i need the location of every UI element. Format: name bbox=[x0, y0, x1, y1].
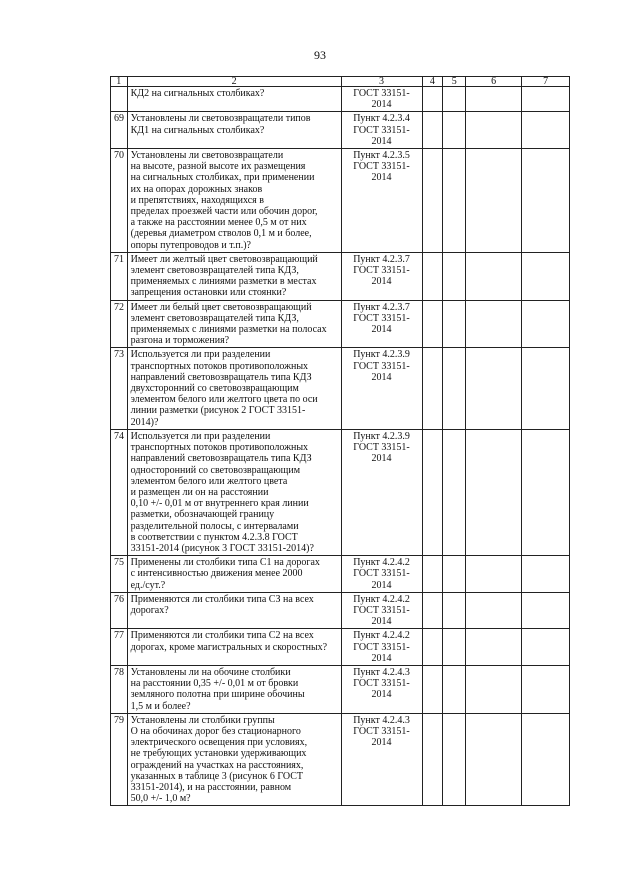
empty-cell-col4 bbox=[422, 348, 443, 429]
table-row bbox=[111, 149, 570, 253]
row-question: Используется ли при разделении транспортных потоков противоположных направлений световозвращатель типа КДЗ двухсторонний со световозвращающим элементом белого или желтого цвета по оси линии разметки (рисунок 2 ГОСТ 33151- 2014)? bbox=[127, 348, 341, 429]
empty-cell-col4 bbox=[422, 252, 443, 300]
column-header: 6 bbox=[466, 77, 522, 87]
table-row bbox=[111, 429, 570, 555]
column-header: 7 bbox=[522, 77, 570, 87]
empty-cell-col6 bbox=[466, 556, 522, 593]
row-question: Установлены ли столбики группы О на обочинах дорог без стационарного электрического освещения при условиях, не требующих установки удерживающих ограждений на участках на расстояниях, указанных в таблице 3 (рисунок 6 ГОСТ 33151-2014), и на расстоянии, равном 50,0 +/- 1,0 м? bbox=[127, 713, 341, 806]
column-header: 1 bbox=[111, 77, 128, 87]
column-header: 5 bbox=[443, 77, 466, 87]
row-question: Используется ли при разделении транспортных потоков противоположных направлений световозвращатель типа КДЗ односторонний со световозвращающим элементом белого или желтого цвета и размещен ли он на расстоянии 0,10 +/- 0,01 м от внутреннего края линии разметки, обозначающей границу разделительной полосы, с интервалами в соответствии с пунктом 4.2.3.8 ГОСТ 33151-2014 (рисунок 3 ГОСТ 33151-2014)? bbox=[127, 429, 341, 555]
row-number: 76 bbox=[111, 592, 128, 629]
row-number: 77 bbox=[111, 629, 128, 666]
row-question: Установлены ли световозвращатели типов КД1 на сигнальных столбиках? bbox=[127, 112, 341, 149]
row-question: КД2 на сигнальных столбиках? bbox=[127, 87, 341, 112]
row-question: Установлены ли световозвращатели на высоте, разной высоте их размещения на сигнальных столбиках, при применении их на опорах дорожных знаков и препятствиях, находящихся в пределах проезжей части или обочин дорог, а также на расстоянии менее 0,5 м от них (деревья диаметром стволов 0,1 м и более, опоры путепроводов и т.п.)? bbox=[127, 149, 341, 253]
row-question: Применяются ли столбики типа СЗ на всех дорогах? bbox=[127, 592, 341, 629]
checklist-table bbox=[110, 76, 570, 806]
row-reference: Пункт 4.2.3.9 ГОСТ 33151- 2014 bbox=[341, 429, 422, 555]
empty-cell-col7 bbox=[522, 592, 570, 629]
empty-cell-col6 bbox=[466, 149, 522, 253]
empty-cell-col5 bbox=[443, 149, 466, 253]
empty-cell-col5 bbox=[443, 556, 466, 593]
empty-cell-col7 bbox=[522, 665, 570, 713]
empty-cell-col5 bbox=[443, 348, 466, 429]
empty-cell-col7 bbox=[522, 713, 570, 806]
page-number: 93 bbox=[314, 48, 326, 62]
empty-cell-col4 bbox=[422, 665, 443, 713]
table-row bbox=[111, 112, 570, 149]
table-row bbox=[111, 713, 570, 806]
empty-cell-col6 bbox=[466, 429, 522, 555]
row-reference: Пункт 4.2.3.4 ГОСТ 33151- 2014 bbox=[341, 112, 422, 149]
row-reference: Пункт 4.2.3.7 ГОСТ 33151- 2014 bbox=[341, 252, 422, 300]
row-reference: Пункт 4.2.4.2 ГОСТ 33151- 2014 bbox=[341, 556, 422, 593]
empty-cell-col5 bbox=[443, 629, 466, 666]
empty-cell-col6 bbox=[466, 665, 522, 713]
row-question: Имеет ли желтый цвет световозвращающий элемент световозвращателей типа КДЗ, применяемых с линиями разметки в местах запрещения остановки или стоянки? bbox=[127, 252, 341, 300]
empty-cell-col7 bbox=[522, 252, 570, 300]
empty-cell-col4 bbox=[422, 149, 443, 253]
empty-cell-col6 bbox=[466, 300, 522, 348]
empty-cell-col4 bbox=[422, 87, 443, 112]
empty-cell-col4 bbox=[422, 592, 443, 629]
table-row bbox=[111, 252, 570, 300]
row-number: 69 bbox=[111, 112, 128, 149]
row-question: Установлены ли на обочине столбики на расстоянии 0,35 +/- 0,01 м от бровки земляного полотна при ширине обочины 1,5 м и более? bbox=[127, 665, 341, 713]
row-question: Применены ли столбики типа С1 на дорогах с интенсивностью движения менее 2000 ед./сут.? bbox=[127, 556, 341, 593]
empty-cell-col5 bbox=[443, 592, 466, 629]
empty-cell-col7 bbox=[522, 556, 570, 593]
row-number: 75 bbox=[111, 556, 128, 593]
empty-cell-col6 bbox=[466, 87, 522, 112]
row-reference: ГОСТ 33151- 2014 bbox=[341, 87, 422, 112]
header-row bbox=[111, 77, 570, 87]
row-number: 78 bbox=[111, 665, 128, 713]
empty-cell-col5 bbox=[443, 87, 466, 112]
row-question: Применяются ли столбики типа С2 на всех дорогах, кроме магистральных и скоростных? bbox=[127, 629, 341, 666]
empty-cell-col6 bbox=[466, 348, 522, 429]
empty-cell-col6 bbox=[466, 713, 522, 806]
empty-cell-col5 bbox=[443, 713, 466, 806]
row-number bbox=[111, 87, 128, 112]
empty-cell-col6 bbox=[466, 112, 522, 149]
empty-cell-col7 bbox=[522, 112, 570, 149]
row-reference: Пункт 4.2.4.3 ГОСТ 33151- 2014 bbox=[341, 665, 422, 713]
empty-cell-col4 bbox=[422, 713, 443, 806]
empty-cell-col7 bbox=[522, 348, 570, 429]
empty-cell-col5 bbox=[443, 300, 466, 348]
row-reference: Пункт 4.2.3.7 ГОСТ 33151- 2014 bbox=[341, 300, 422, 348]
table-row bbox=[111, 556, 570, 593]
empty-cell-col5 bbox=[443, 665, 466, 713]
row-reference: Пункт 4.2.3.5 ГОСТ 33151- 2014 bbox=[341, 149, 422, 253]
table-row bbox=[111, 629, 570, 666]
empty-cell-col6 bbox=[466, 592, 522, 629]
row-number: 74 bbox=[111, 429, 128, 555]
row-question: Имеет ли белый цвет световозвращающий элемент световозвращателей типа КДЗ, применяемых с линиями разметки на полосах разгона и торможения? bbox=[127, 300, 341, 348]
row-reference: Пункт 4.2.4.3 ГОСТ 33151- 2014 bbox=[341, 713, 422, 806]
empty-cell-col5 bbox=[443, 112, 466, 149]
row-number: 73 bbox=[111, 348, 128, 429]
row-number: 71 bbox=[111, 252, 128, 300]
empty-cell-col4 bbox=[422, 300, 443, 348]
empty-cell-col7 bbox=[522, 87, 570, 112]
empty-cell-col4 bbox=[422, 629, 443, 666]
row-reference: Пункт 4.2.3.9 ГОСТ 33151- 2014 bbox=[341, 348, 422, 429]
column-header: 4 bbox=[422, 77, 443, 87]
empty-cell-col7 bbox=[522, 149, 570, 253]
table-row bbox=[111, 665, 570, 713]
row-number: 72 bbox=[111, 300, 128, 348]
empty-cell-col4 bbox=[422, 429, 443, 555]
column-header: 3 bbox=[341, 77, 422, 87]
row-number: 70 bbox=[111, 149, 128, 253]
table-row bbox=[111, 348, 570, 429]
empty-cell-col7 bbox=[522, 629, 570, 666]
column-header: 2 bbox=[127, 77, 341, 87]
row-number: 79 bbox=[111, 713, 128, 806]
empty-cell-col7 bbox=[522, 429, 570, 555]
empty-cell-col6 bbox=[466, 629, 522, 666]
empty-cell-col4 bbox=[422, 112, 443, 149]
empty-cell-col5 bbox=[443, 252, 466, 300]
empty-cell-col7 bbox=[522, 300, 570, 348]
row-reference: Пункт 4.2.4.2 ГОСТ 33151- 2014 bbox=[341, 629, 422, 666]
empty-cell-col5 bbox=[443, 429, 466, 555]
table-row bbox=[111, 87, 570, 112]
table-row bbox=[111, 300, 570, 348]
empty-cell-col6 bbox=[466, 252, 522, 300]
row-reference: Пункт 4.2.4.2 ГОСТ 33151- 2014 bbox=[341, 592, 422, 629]
empty-cell-col4 bbox=[422, 556, 443, 593]
table-row bbox=[111, 592, 570, 629]
